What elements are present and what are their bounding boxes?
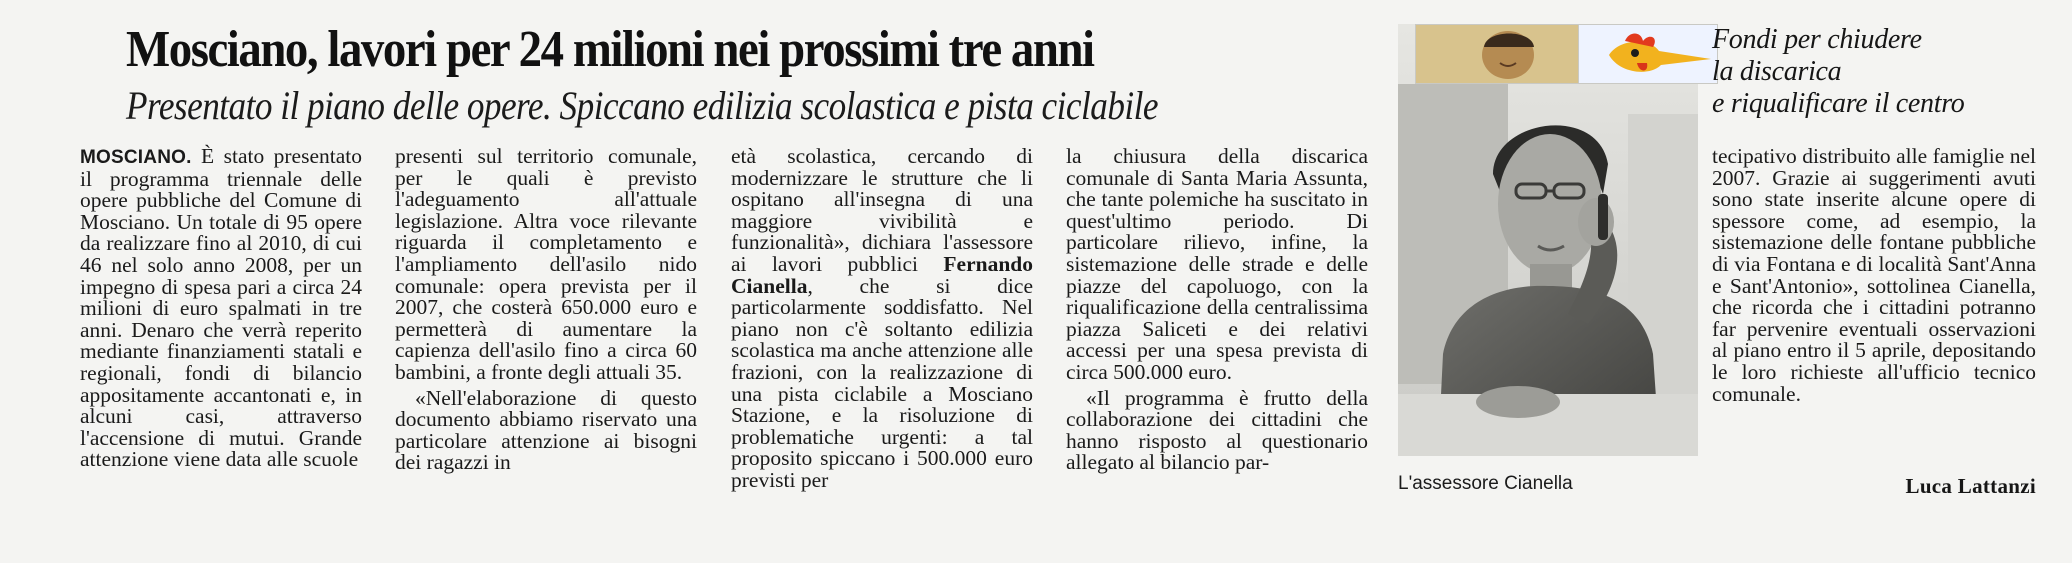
- article-column-3: [731, 146, 1033, 492]
- column-1-paragraph-1: È stato presentato il programma triennale delle opere pubbliche del Comune di Mosciano. Un totale di 95 opere da realizzare fino al 2010, di cui 46 nel solo anno 2008, per un impegno di spesa pari a circa 24 milioni di euro spalmati in tre anni. Denaro che verrà reperito mediante finanziamenti statali e regionali, fondi di bilancio appositamente accantonati e, in alcuni casi, attraverso l'accensione di mutui. Grande attenzione viene data alle scuole: [80, 144, 362, 472]
- column-2-paragraph-2: «Nell'elaborazione di questo documento abbiamo riservato una particolare attenzione ai bisogni dei ragazzi in: [395, 385, 697, 475]
- column-4-paragraph-1: la chiusura della discarica comunale di Santa Maria Assunta, che tante polemiche ha suscitato in quest'ultimo periodo. Di particolare rilievo, infine, la sistemazione delle strade e delle piazze del capoluogo, con la riqualificazione della centralissima piazza Saliceti e dei relativi accessi per una spesa prevista di circa 500.000 euro.: [1066, 144, 1368, 384]
- inset-face-illustration: [1416, 25, 1578, 83]
- sidebar-title-line-3: e riqualificare il centro: [1712, 88, 1965, 119]
- article-column-2: [395, 146, 697, 474]
- article-column-4: [1066, 146, 1368, 474]
- photo-caption: L'assessore Cianella: [1398, 473, 1573, 494]
- column-3-text-a: età scolastica, cercando di modernizzare le strutture che li ospitano all'insegna di una maggiore vivibilità e funzionalità», dichiara l'assessore ai lavori pubblici: [731, 144, 1033, 276]
- inset-photo-face: [1415, 24, 1579, 84]
- column-5-paragraph-1: tecipativo distribuito alle famiglie nel 2007. Grazie ai suggerimenti avuti sono state inserite alcune opere di spessore come, ad esempio, la sistemazione delle fontane pubbliche di via Fontana e di località Sant'Anna e Sant'Antonio», sottolinea Cianella, che ricorda che i cittadini potranno far pervenire eventuali osservazioni al piano entro il 5 aprile, depositando le loro richieste all'ufficio tecnico comunale.: [1712, 144, 2036, 406]
- subhead: Presentato il piano delle opere. Spiccano edilizia scolastica e pista ciclabile: [126, 83, 1158, 128]
- assessore-photo: [1398, 24, 1698, 456]
- person-name: Fernando Cianella: [731, 251, 1033, 298]
- inset-bird-illustration: [1579, 25, 1717, 83]
- article-column-1: [80, 146, 362, 471]
- article-column-5: [1712, 146, 2036, 405]
- column-4-paragraph-2: «Il programma è frutto della collaborazione dei cittadini che hanno risposto al questionario allegato al bilancio par-: [1066, 385, 1368, 475]
- photo-illustration: [1398, 24, 1698, 456]
- sidebar-title-line-1: Fondi per chiudere: [1712, 24, 1922, 55]
- sidebar-title: [1712, 24, 2042, 120]
- inset-photo-bird: [1578, 24, 1718, 84]
- column-3-text-b: , che si dice particolarmente soddisfatto. Nel piano non c'è soltanto edilizia scolastica ma anche attenzione alle frazioni, con la realizzazione di una pista ciclabile a Mosciano Stazione, e la risoluzione di problematiche urgenti: a tal proposito spiccano i 500.000 euro previsti per: [731, 273, 1033, 492]
- headline: Mosciano, lavori per 24 milioni nei prossimi tre anni: [126, 21, 1094, 78]
- dateline: MOSCIANO.: [80, 147, 192, 168]
- sidebar-title-line-2: la discarica: [1712, 56, 1842, 87]
- author-byline: Luca Lattanzi: [1905, 474, 2036, 498]
- column-2-paragraph-1: presenti sul territorio comunale, per le quali è previsto l'adeguamento all'attuale legislazione. Altra voce rilevante riguarda il completamento e l'ampliamento dell'asilo nido comunale: opera prevista per il 2007, che costerà 650.000 euro e permetterà di aumentare la capienza dell'asilo fino a circa 60 bambini, a fronte degli attuali 35.: [395, 144, 697, 384]
